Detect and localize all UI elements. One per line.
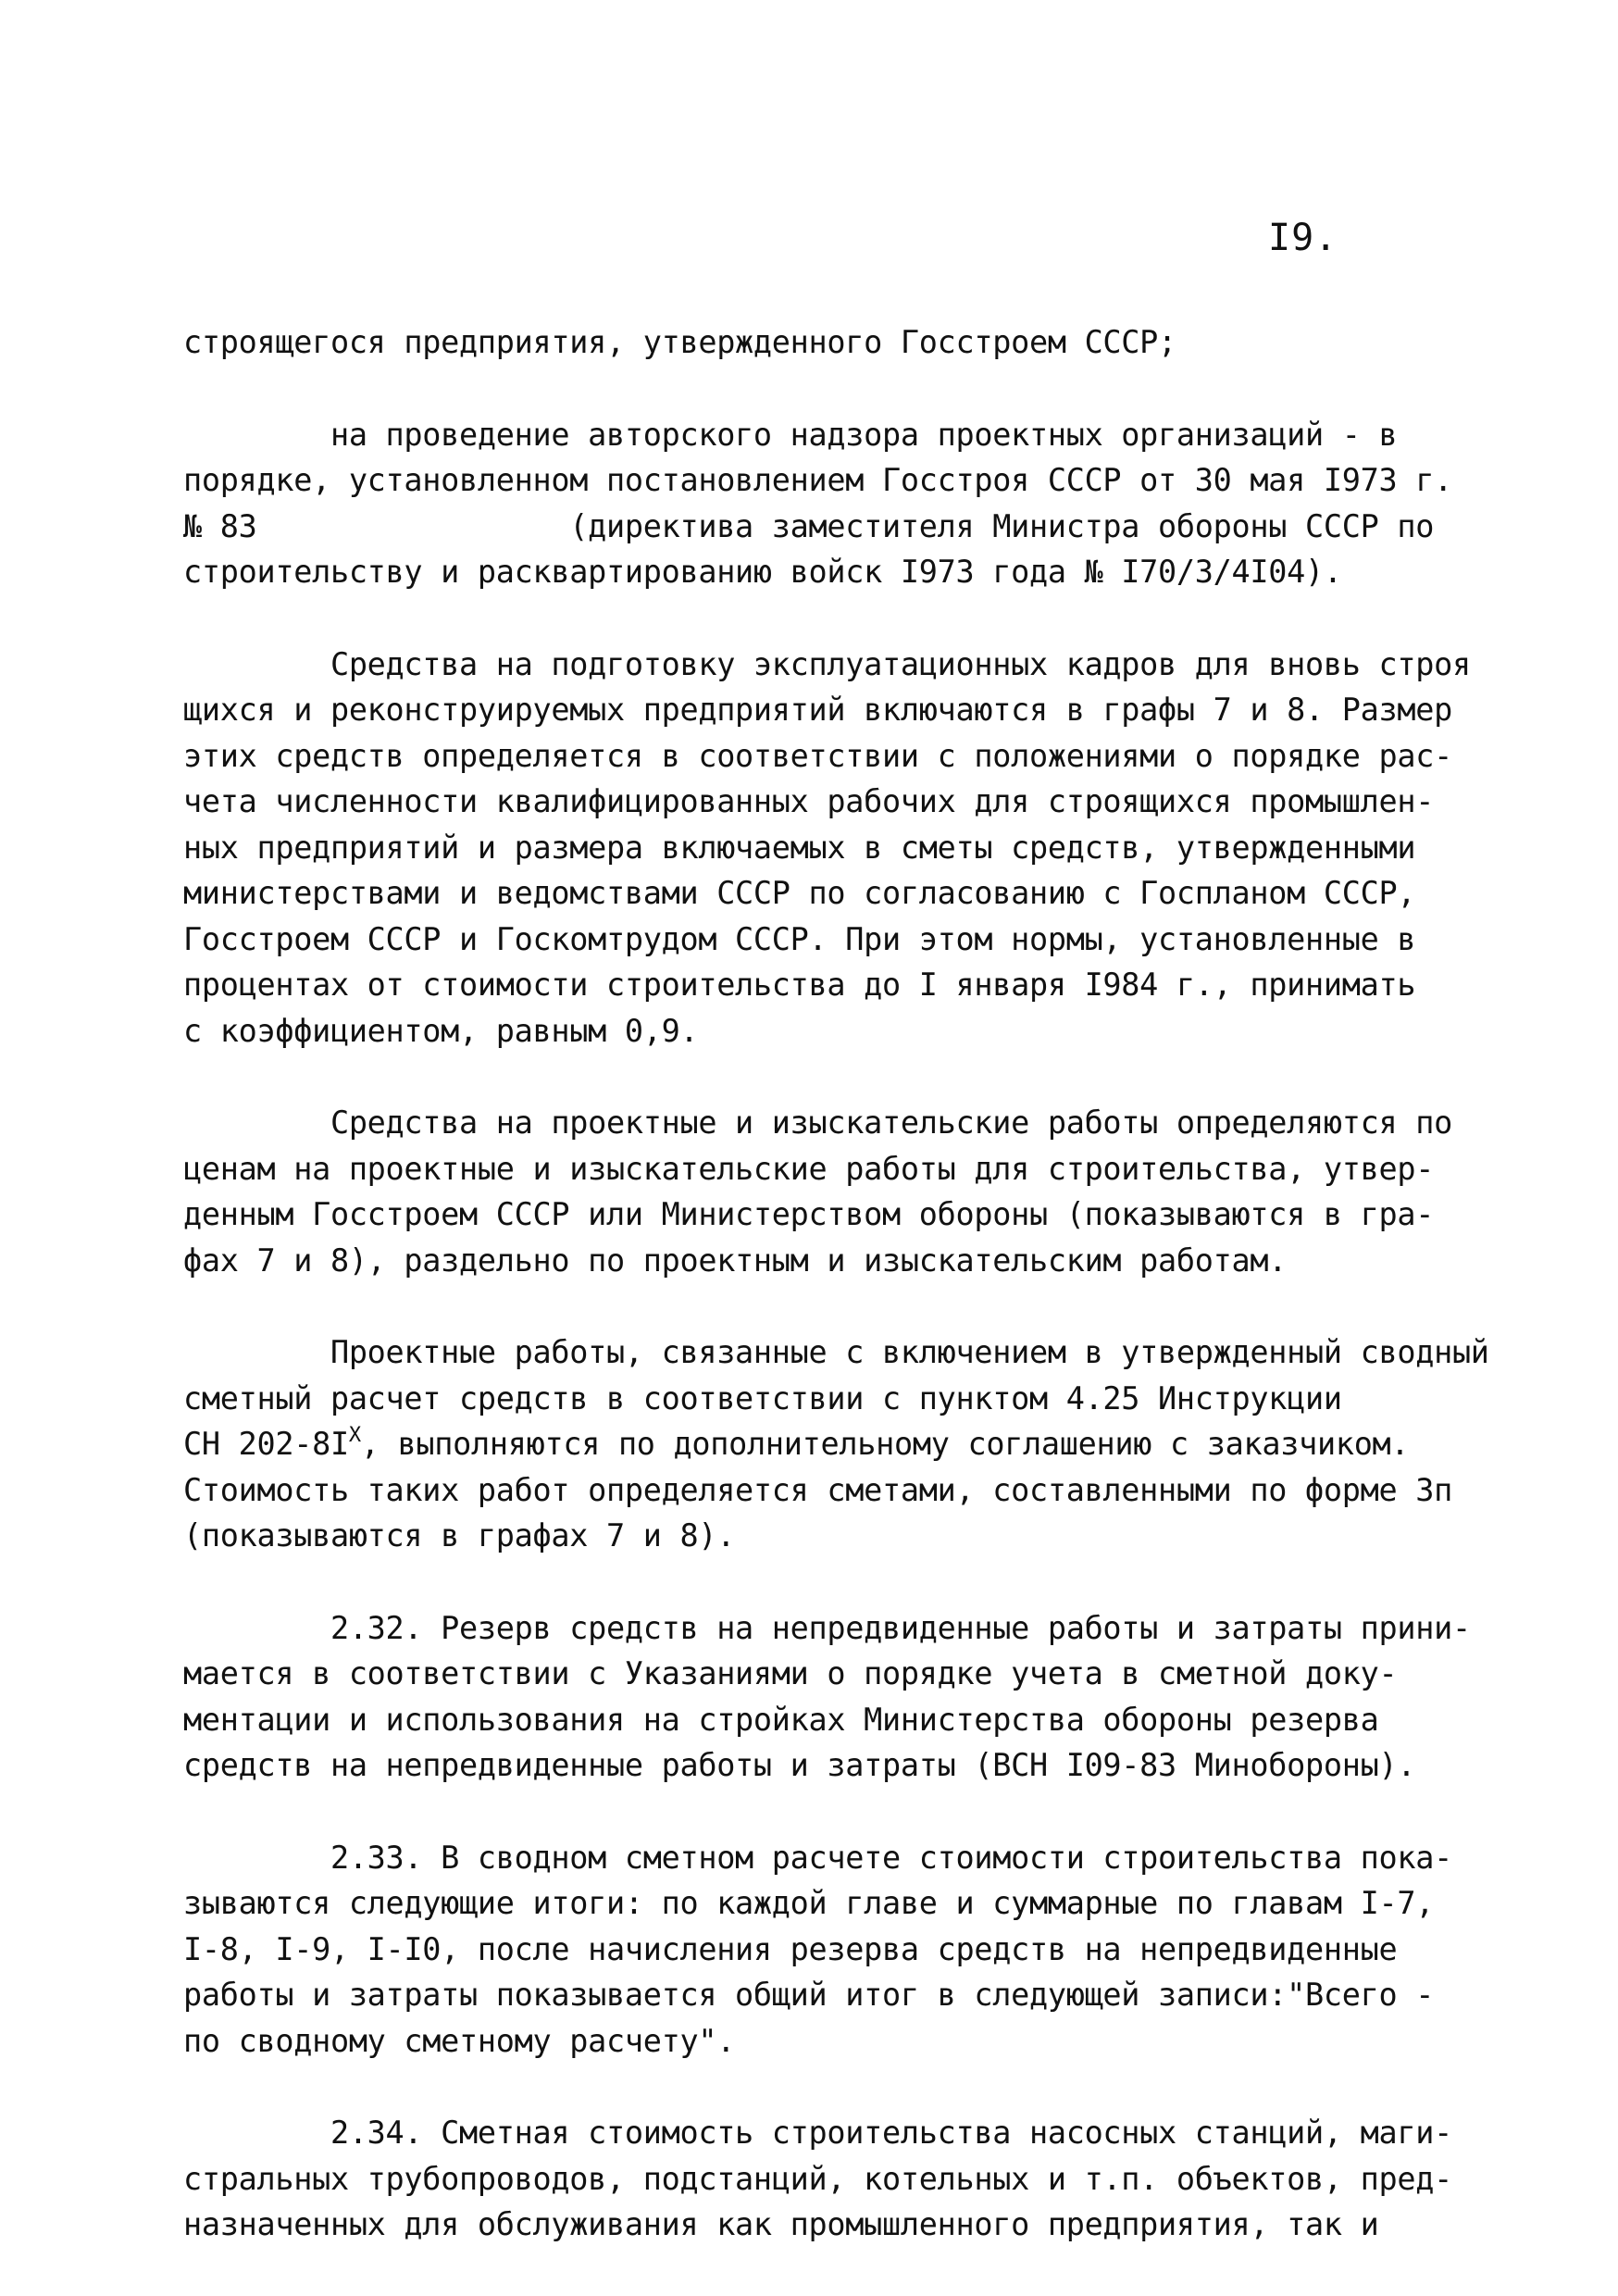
- text-line: денным Госстроем СССР или Министерством обороны (показываются в гра-: [183, 1196, 1435, 1232]
- text-line: Проектные работы, связанные с включением в утвержденный сводный: [183, 1334, 1489, 1370]
- paragraph-gap: [183, 1283, 1479, 1329]
- superscript-mark: Х: [348, 1424, 361, 1447]
- paragraph-gap: [183, 595, 1479, 642]
- paragraph-1: [183, 319, 1479, 366]
- text-line: 2.33. В сводном сметном расчете стоимости строительства пока-: [183, 1839, 1452, 1876]
- text-line: по сводному сметному расчету".: [183, 2022, 736, 2059]
- text-line: сметный расчет средств в соответствии с пунктом 4.25 Инструкции: [183, 1379, 1342, 1416]
- page-number: I9.: [1268, 217, 1338, 259]
- text-fragment: , выполняются по дополнительному соглашению с заказчиком.: [360, 1426, 1410, 1462]
- text-line: ментации и использования на стройках Министерства обороны резерва: [183, 1701, 1379, 1738]
- text-line: стральных трубопроводов, подстанций, котельных и т.п. объектов, пред-: [183, 2160, 1452, 2197]
- text-line: мается в соответствии с Указаниями о порядке учета в сметной доку-: [183, 1655, 1398, 1691]
- text-line: строящегося предприятия, утвержденного Госстроем СССР;: [183, 324, 1176, 360]
- text-line: фах 7 и 8), раздельно по проектным и изыскательским работам.: [183, 1242, 1288, 1279]
- text-line: Средства на проектные и изыскательские работы определяются по: [183, 1104, 1452, 1141]
- paragraph-gap: [183, 366, 1479, 412]
- text-line: Стоимость таких работ определяется сметами, составленными по форме 3п: [183, 1471, 1452, 1508]
- text-line: 2.34. Сметная стоимость строительства насосных станций, маги-: [183, 2115, 1452, 2151]
- text-line: I-8, I-9, I-I0, после начисления резерва средств на непредвиденные: [183, 1930, 1398, 1967]
- paragraph-6: [183, 1605, 1479, 1789]
- paragraph-3: [183, 642, 1479, 1054]
- text-line: Госстроем СССР и Госкомтрудом СССР. При этом нормы, установленные в: [183, 920, 1416, 957]
- text-line: министерствами и ведомствами СССР по согласованию с Госпланом СССР,: [183, 875, 1416, 911]
- text-fragment: СН 202-8I: [183, 1426, 349, 1462]
- text-line: работы и затраты показывается общий итог в следующей записи:"Всего -: [183, 1977, 1435, 2013]
- paragraph-gap: [183, 1789, 1479, 1835]
- text-line: чета численности квалифицированных рабочих для строящихся промышлен-: [183, 783, 1435, 819]
- text-line: на проведение авторского надзора проектных организаций - в: [183, 416, 1398, 453]
- paragraph-5: [183, 1329, 1489, 1559]
- text-line-with-superscript: [183, 1421, 1479, 1467]
- text-line: ценам на проектные и изыскательские работы для строительства, утвер-: [183, 1150, 1435, 1187]
- paragraph-7: [183, 1835, 1479, 2065]
- text-line: ных предприятий и размера включаемых в сметы средств, утвержденными: [183, 829, 1416, 866]
- text-line: (показываются в графах 7 и 8).: [183, 1517, 736, 1554]
- text-line: строительству и расквартированию войск I973 года № I70/3/4I04).: [183, 554, 1342, 590]
- text-line: щихся и реконструируемых предприятий включаются в графы 7 и 8. Размер: [183, 692, 1452, 728]
- text-line: 2.32. Резерв средств на непредвиденные работы и затраты прини-: [183, 1609, 1471, 1646]
- paragraph-2: [183, 412, 1479, 595]
- text-line: № 83 (директива заместителя Министра обороны СССР по: [183, 507, 1435, 544]
- paragraph-gap: [183, 1559, 1479, 1605]
- text-line: порядке, установленном постановлением Госстроя СССР от 30 мая I973 г.: [183, 462, 1452, 498]
- paragraph-gap: [183, 1054, 1479, 1100]
- text-line: назначенных для обслуживания как промышленного предприятия, так и: [183, 2206, 1379, 2242]
- text-line: этих средств определяется в соответствии с положениями о порядке рас-: [183, 737, 1452, 774]
- text-line: с коэффициентом, равным 0,9.: [183, 1012, 699, 1049]
- paragraph-gap: [183, 2064, 1479, 2110]
- text-line: процентах от стоимости строительства до I января I984 г., принимать: [183, 967, 1416, 1003]
- text-line: зываются следующие итоги: по каждой главе и суммарные по главам I-7,: [183, 1885, 1435, 1921]
- paragraph-4: [183, 1100, 1479, 1283]
- paragraph-8: [183, 2110, 1479, 2248]
- text-line: Средства на подготовку эксплуатационных кадров для вновь строя: [183, 645, 1471, 682]
- text-line: средств на непредвиденные работы и затраты (ВСН I09-83 Минобороны).: [183, 1747, 1416, 1783]
- document-body: [183, 319, 1489, 2248]
